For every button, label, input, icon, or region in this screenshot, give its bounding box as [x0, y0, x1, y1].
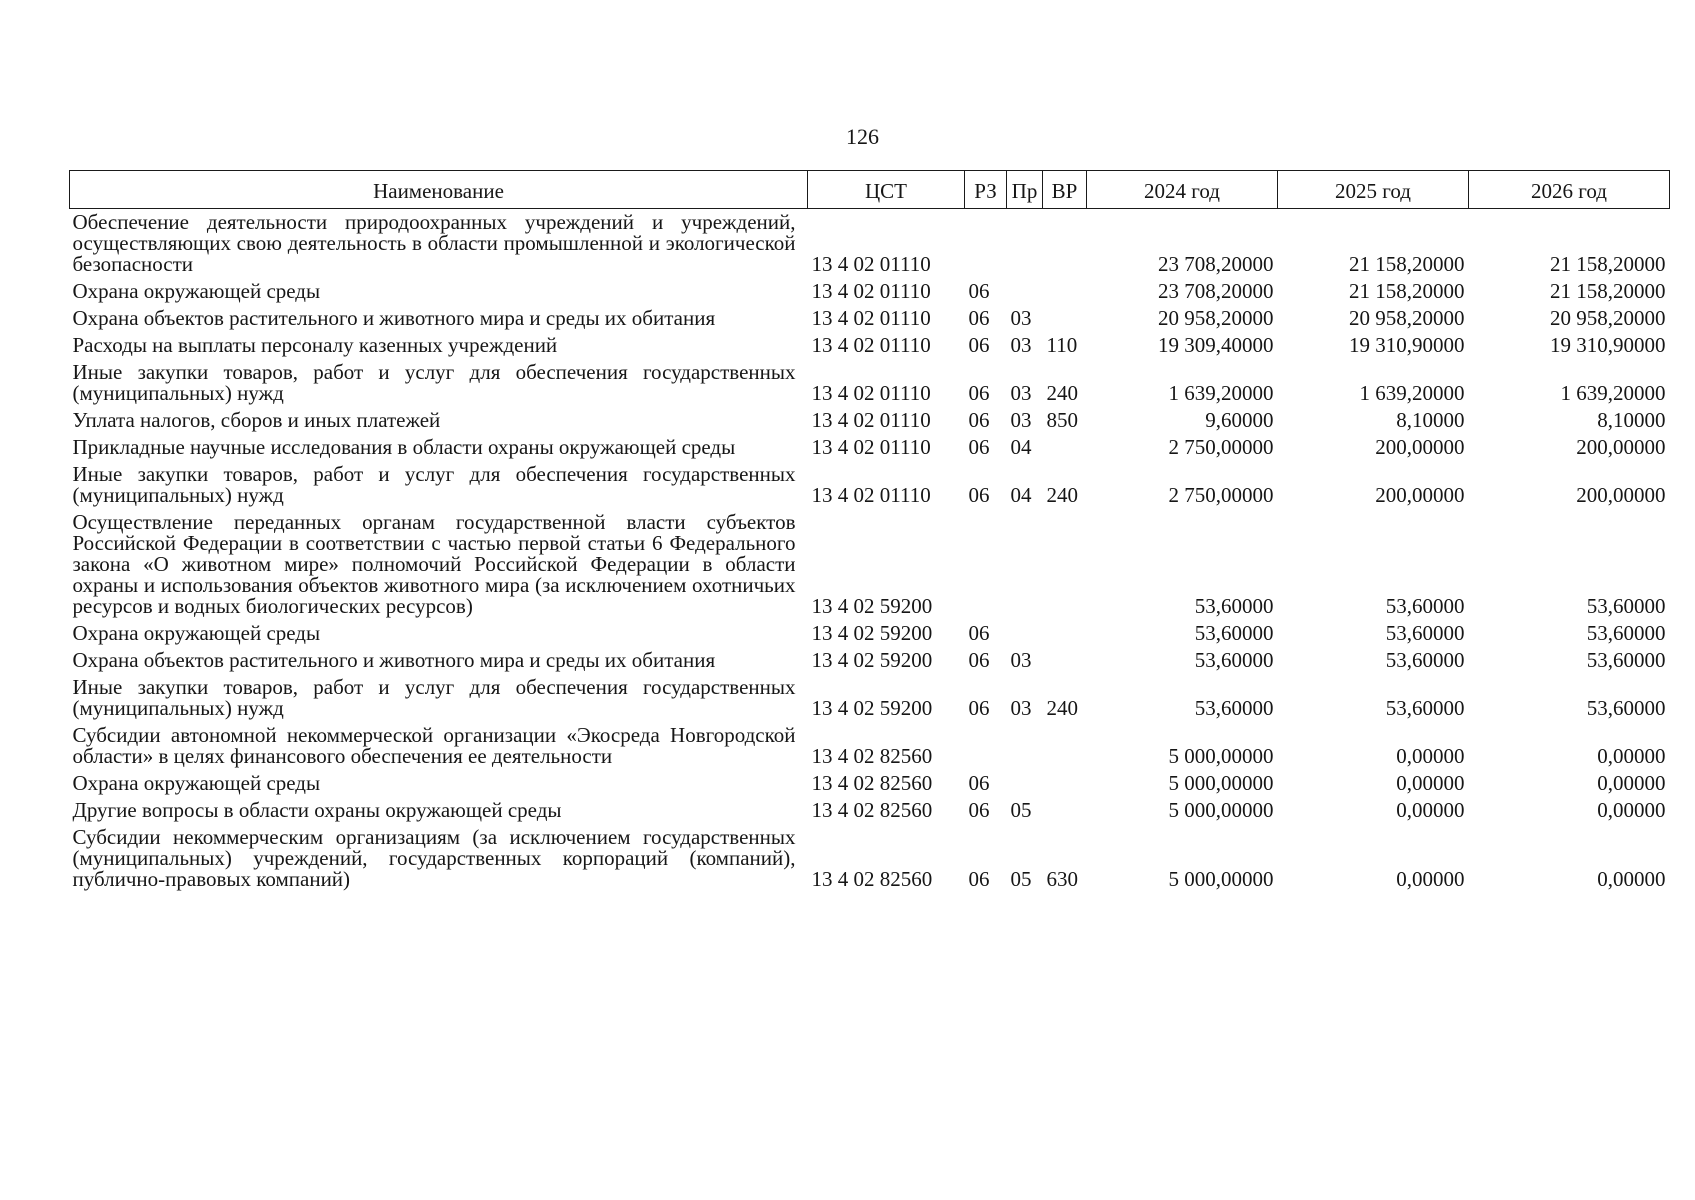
cell-pr: 03	[1010, 648, 1032, 672]
cell-2024: 23 708,20000	[1158, 279, 1274, 303]
cell-2026: 53,60000	[1586, 594, 1666, 618]
cell-vr	[1043, 434, 1087, 461]
cell-2025: 21 158,20000	[1349, 252, 1465, 276]
cell-rz: 06	[968, 333, 990, 357]
cell-cst: 13 4 02 01110	[811, 408, 931, 432]
table-row	[70, 824, 1670, 893]
header-pr: Пр	[1007, 171, 1043, 209]
cell-vr: 110	[1046, 333, 1078, 357]
cell-2024: 53,60000	[1194, 696, 1274, 720]
cell-name: Иные закупки товаров, работ и услуг для обеспечения государственных (муниципальных) нужд	[72, 462, 796, 507]
cell-rz: 06	[968, 798, 990, 822]
table-row	[70, 770, 1670, 797]
cell-name: Расходы на выплаты персоналу казенных учреждений	[72, 333, 558, 357]
cell-name: Обеспечение деятельности природоохранных учреждений и учреждений, осуществляющих свою деятельность в области промышленной и экологической безопасности	[72, 210, 796, 276]
cell-rz	[965, 722, 1007, 770]
table-row	[70, 434, 1670, 461]
cell-2025: 53,60000	[1385, 621, 1465, 645]
cell-pr: 05	[1010, 798, 1032, 822]
cell-2025: 53,60000	[1385, 696, 1465, 720]
table-row	[70, 797, 1670, 824]
table-row	[70, 407, 1670, 434]
cell-pr: 04	[1010, 435, 1032, 459]
cell-2025: 8,10000	[1396, 408, 1465, 432]
cell-2026: 0,00000	[1597, 771, 1666, 795]
cell-pr	[1007, 209, 1043, 279]
cell-pr: 03	[1010, 408, 1032, 432]
cell-name: Охрана окружающей среды	[72, 771, 321, 795]
header-name: Наименование	[70, 171, 808, 209]
cell-2024: 5 000,00000	[1168, 867, 1274, 891]
cell-vr	[1043, 797, 1087, 824]
cell-2026: 8,10000	[1597, 408, 1666, 432]
cell-vr	[1043, 722, 1087, 770]
cell-cst: 13 4 02 82560	[811, 867, 933, 891]
page-number: 126	[846, 124, 879, 149]
cell-pr	[1007, 770, 1043, 797]
cell-vr	[1043, 209, 1087, 279]
cell-cst: 13 4 02 01110	[811, 381, 931, 405]
cell-name: Субсидии автономной некоммерческой организации «Экосреда Новгородской области» в целях финансового обеспечения ее деятельности	[72, 723, 796, 768]
cell-cst: 13 4 02 01110	[811, 306, 931, 330]
cell-2024: 5 000,00000	[1168, 771, 1274, 795]
cell-2025: 200,00000	[1375, 435, 1465, 459]
cell-vr: 850	[1046, 408, 1078, 432]
header-row	[70, 171, 1670, 209]
cell-pr	[1007, 722, 1043, 770]
cell-2026: 53,60000	[1586, 621, 1666, 645]
cell-2025: 0,00000	[1396, 798, 1465, 822]
cell-2025: 20 958,20000	[1349, 306, 1465, 330]
cell-cst: 13 4 02 01110	[811, 333, 931, 357]
cell-pr: 03	[1010, 306, 1032, 330]
cell-2025: 0,00000	[1396, 771, 1465, 795]
cell-2026: 19 310,90000	[1550, 333, 1666, 357]
cell-cst: 13 4 02 01110	[811, 252, 931, 276]
cell-2026: 20 958,20000	[1550, 306, 1666, 330]
cell-cst: 13 4 02 59200	[811, 648, 933, 672]
cell-name: Иные закупки товаров, работ и услуг для обеспечения государственных (муниципальных) нужд	[72, 360, 796, 405]
cell-name: Охрана окружающей среды	[72, 279, 321, 303]
table-row	[70, 647, 1670, 674]
table-row	[70, 509, 1670, 620]
cell-2024: 5 000,00000	[1168, 798, 1274, 822]
cell-2024: 23 708,20000	[1158, 252, 1274, 276]
table-row	[70, 620, 1670, 647]
cell-2026: 200,00000	[1576, 435, 1666, 459]
table-row	[70, 209, 1670, 279]
cell-2026: 0,00000	[1597, 744, 1666, 768]
table-body	[70, 209, 1670, 894]
cell-vr: 240	[1046, 696, 1078, 720]
cell-cst: 13 4 02 01110	[811, 279, 931, 303]
cell-cst: 13 4 02 59200	[811, 621, 933, 645]
cell-vr: 240	[1046, 381, 1078, 405]
cell-rz: 06	[968, 648, 990, 672]
header-2026: 2026 год	[1469, 171, 1670, 209]
cell-2025: 200,00000	[1375, 483, 1465, 507]
cell-2025: 53,60000	[1385, 594, 1465, 618]
cell-2025: 0,00000	[1396, 744, 1465, 768]
cell-name: Иные закупки товаров, работ и услуг для обеспечения государственных (муниципальных) нужд	[72, 675, 796, 720]
cell-rz: 06	[968, 696, 990, 720]
table-row	[70, 722, 1670, 770]
cell-rz: 06	[968, 771, 990, 795]
cell-vr	[1043, 647, 1087, 674]
cell-cst: 13 4 02 59200	[811, 696, 933, 720]
cell-2026: 21 158,20000	[1550, 252, 1666, 276]
cell-pr	[1007, 278, 1043, 305]
header-2025: 2025 год	[1278, 171, 1469, 209]
table-row	[70, 674, 1670, 722]
cell-pr: 03	[1010, 381, 1032, 405]
cell-2026: 200,00000	[1576, 483, 1666, 507]
cell-2024: 53,60000	[1194, 594, 1274, 618]
cell-name: Осуществление переданных органам государственной власти субъектов Российской Федерации в соответствии с частью первой статьи 6 Федерального закона «О животном мире» полномочий Российской Федерации в области охраны и использования объектов животного мира (за исключением охотничьих ресурсов и водных биологических ресурсов)	[72, 510, 796, 618]
cell-cst: 13 4 02 82560	[811, 798, 933, 822]
cell-vr	[1043, 770, 1087, 797]
cell-vr: 240	[1046, 483, 1078, 507]
cell-pr	[1007, 620, 1043, 647]
table-row	[70, 359, 1670, 407]
cell-rz: 06	[968, 867, 990, 891]
cell-2026: 0,00000	[1597, 867, 1666, 891]
cell-rz: 06	[968, 435, 990, 459]
cell-rz: 06	[968, 621, 990, 645]
cell-2024: 2 750,00000	[1168, 435, 1274, 459]
cell-rz	[965, 209, 1007, 279]
cell-cst: 13 4 02 01110	[811, 483, 931, 507]
cell-name: Уплата налогов, сборов и иных платежей	[72, 408, 441, 432]
cell-2026: 1 639,20000	[1560, 381, 1666, 405]
cell-2026: 21 158,20000	[1550, 279, 1666, 303]
cell-cst: 13 4 02 59200	[811, 594, 933, 618]
cell-2024: 5 000,00000	[1168, 744, 1274, 768]
cell-rz: 06	[968, 306, 990, 330]
cell-2024: 2 750,00000	[1168, 483, 1274, 507]
cell-2025: 53,60000	[1385, 648, 1465, 672]
cell-vr	[1043, 305, 1087, 332]
cell-name: Прикладные научные исследования в области охраны окружающей среды	[72, 435, 736, 459]
table-row	[70, 461, 1670, 509]
cell-vr	[1043, 509, 1087, 620]
table-header	[70, 171, 1670, 209]
cell-vr	[1043, 278, 1087, 305]
cell-pr	[1007, 509, 1043, 620]
cell-cst: 13 4 02 82560	[811, 771, 933, 795]
cell-2024: 1 639,20000	[1168, 381, 1274, 405]
cell-rz: 06	[968, 483, 990, 507]
cell-2026: 0,00000	[1597, 798, 1666, 822]
cell-rz: 06	[968, 279, 990, 303]
header-2024: 2024 год	[1087, 171, 1278, 209]
cell-vr	[1043, 620, 1087, 647]
cell-pr: 05	[1010, 867, 1032, 891]
cell-2026: 53,60000	[1586, 696, 1666, 720]
cell-2026: 53,60000	[1586, 648, 1666, 672]
cell-pr: 04	[1010, 483, 1032, 507]
cell-2024: 20 958,20000	[1158, 306, 1274, 330]
cell-rz	[965, 509, 1007, 620]
cell-pr: 03	[1010, 333, 1032, 357]
header-cst: ЦСТ	[808, 171, 965, 209]
cell-cst: 13 4 02 01110	[811, 435, 931, 459]
cell-name: Охрана объектов растительного и животного мира и среды их обитания	[72, 306, 716, 330]
cell-2025: 21 158,20000	[1349, 279, 1465, 303]
cell-name: Другие вопросы в области охраны окружающей среды	[72, 798, 562, 822]
cell-cst: 13 4 02 82560	[811, 744, 933, 768]
cell-2024: 9,60000	[1205, 408, 1274, 432]
table-row	[70, 278, 1670, 305]
cell-name: Охрана объектов растительного и животного мира и среды их обитания	[72, 648, 716, 672]
cell-rz: 06	[968, 381, 990, 405]
header-rz: РЗ	[965, 171, 1007, 209]
cell-2025: 0,00000	[1396, 867, 1465, 891]
table-row	[70, 332, 1670, 359]
header-vr: ВР	[1043, 171, 1087, 209]
budget-table	[69, 170, 1670, 893]
cell-2025: 19 310,90000	[1349, 333, 1465, 357]
cell-pr: 03	[1010, 696, 1032, 720]
cell-2024: 19 309,40000	[1158, 333, 1274, 357]
cell-rz: 06	[968, 408, 990, 432]
cell-vr: 630	[1046, 867, 1078, 891]
cell-2024: 53,60000	[1194, 648, 1274, 672]
cell-2024: 53,60000	[1194, 621, 1274, 645]
cell-name: Охрана окружающей среды	[72, 621, 321, 645]
cell-name: Субсидии некоммерческим организациям (за исключением государственных (муниципальных) учреждений, государственных корпораций (компаний), публично-правовых компаний)	[72, 825, 796, 891]
cell-2025: 1 639,20000	[1359, 381, 1465, 405]
table-row	[70, 305, 1670, 332]
